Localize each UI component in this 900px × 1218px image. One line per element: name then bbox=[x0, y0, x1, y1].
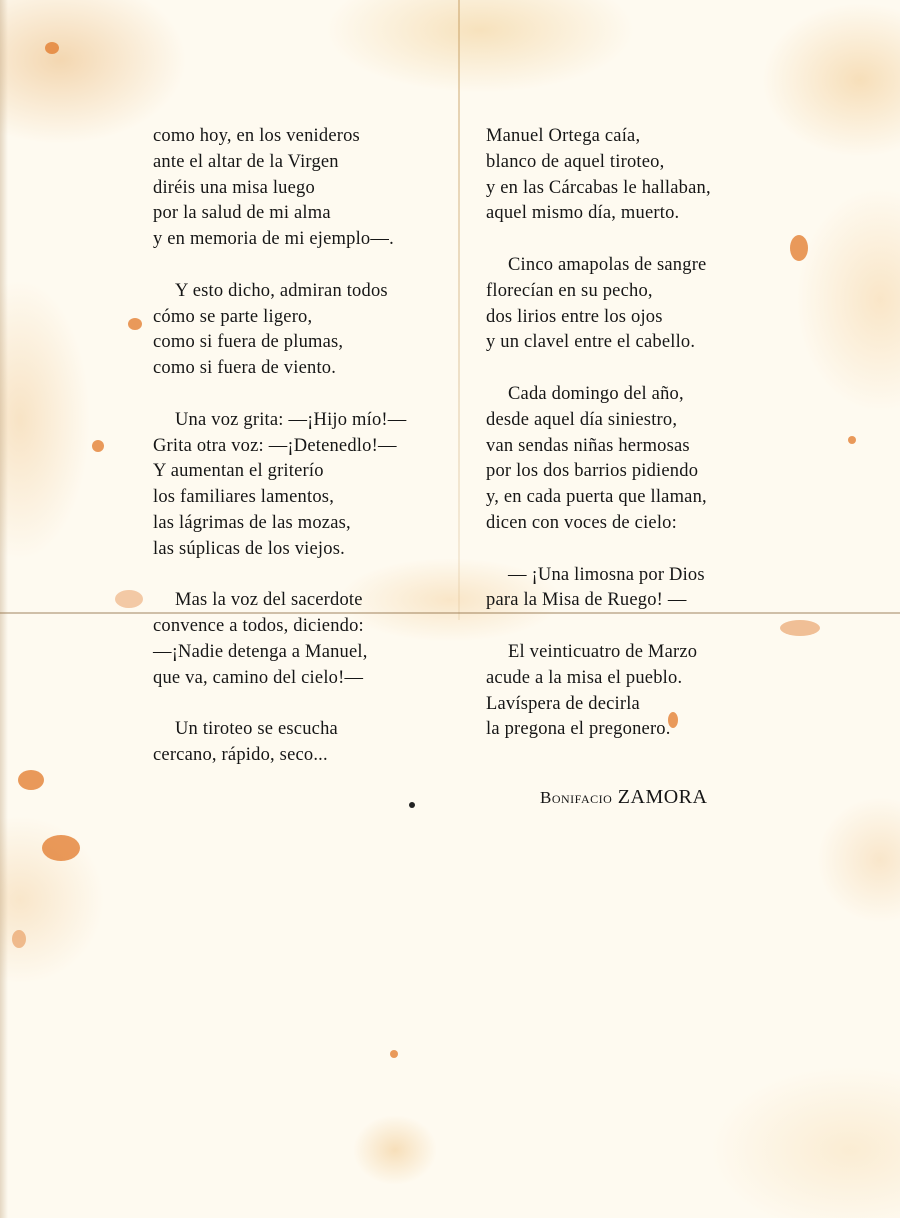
rust-stain bbox=[848, 436, 856, 444]
verse-line: aquel mismo día, muerto. bbox=[486, 203, 680, 224]
rust-stain bbox=[92, 440, 104, 452]
stanza bbox=[486, 563, 711, 615]
rust-stain bbox=[12, 930, 26, 948]
stanza bbox=[153, 124, 406, 253]
poem-left-column bbox=[153, 124, 406, 769]
paper-edge-shadow bbox=[0, 0, 8, 1218]
verse-line: como si fuera de viento. bbox=[153, 358, 337, 379]
verse-line: y en memoria de mi ejemplo—. bbox=[153, 229, 394, 250]
verse-line: El veinticuatro de Marzo bbox=[508, 641, 698, 662]
vertical-fold-crease bbox=[458, 0, 460, 620]
verse-line: Lavíspera de decirla bbox=[486, 693, 640, 714]
verse-line: — ¡Una limosna por Dios bbox=[508, 564, 705, 585]
verse-line: Manuel Ortega caía, bbox=[486, 126, 641, 146]
verse-line: cercano, rápido, seco... bbox=[153, 745, 328, 766]
verse-line: dicen con voces de cielo: bbox=[486, 512, 677, 533]
stanza bbox=[153, 279, 406, 382]
verse-line: Grita otra voz: —¡Detenedlo!— bbox=[153, 435, 397, 456]
author-first-name: Bonifacio bbox=[540, 788, 613, 807]
verse-line: dos lirios entre los ojos bbox=[486, 306, 663, 327]
rust-stain bbox=[390, 1050, 398, 1058]
verse-line: Y aumentan el griterío bbox=[153, 461, 324, 482]
stanza bbox=[486, 253, 711, 356]
verse-line: las lágrimas de las mozas, bbox=[153, 512, 351, 533]
verse-line: acude a la misa el pueblo. bbox=[486, 667, 683, 688]
verse-line: —¡Nadie detenga a Manuel, bbox=[153, 641, 368, 662]
verse-line: diréis una misa luego bbox=[153, 177, 315, 198]
stanza bbox=[153, 408, 406, 563]
rust-stain bbox=[18, 770, 44, 790]
rust-stain bbox=[780, 620, 820, 636]
verse-line: Un tiroteo se escucha bbox=[175, 719, 338, 740]
author-last-name: ZAMORA bbox=[617, 786, 708, 808]
verse-line: Cinco amapolas de sangre bbox=[508, 254, 707, 275]
ink-dot bbox=[409, 802, 415, 808]
verse-line: Cada domingo del año, bbox=[508, 383, 684, 404]
rust-stain bbox=[790, 235, 808, 261]
verse-line: las súplicas de los viejos. bbox=[153, 538, 345, 559]
stanza bbox=[153, 588, 406, 691]
verse-line: por la salud de mi alma bbox=[153, 203, 331, 224]
stanza bbox=[486, 124, 711, 227]
verse-line: cómo se parte ligero, bbox=[153, 306, 313, 327]
verse-line: la pregona el pregonero. bbox=[486, 719, 671, 740]
verse-line: que va, camino del cielo!— bbox=[153, 667, 364, 688]
verse-line: Mas la voz del sacerdote bbox=[175, 590, 363, 611]
stanza bbox=[486, 382, 711, 537]
rust-stain bbox=[45, 42, 59, 54]
verse-line: convence a todos, diciendo: bbox=[153, 616, 364, 637]
verse-line: y un clavel entre el cabello. bbox=[486, 332, 696, 353]
poem-right-column bbox=[486, 124, 711, 743]
rust-stain bbox=[42, 835, 80, 861]
verse-line: por los dos barrios pidiendo bbox=[486, 461, 699, 482]
verse-line: ante el altar de la Virgen bbox=[153, 151, 339, 172]
verse-line: florecían en su pecho, bbox=[486, 280, 653, 301]
stanza bbox=[486, 640, 711, 743]
verse-line: Y esto dicho, admiran todos bbox=[175, 280, 388, 301]
rust-stain bbox=[128, 318, 142, 330]
verse-line: para la Misa de Ruego! — bbox=[486, 590, 687, 611]
verse-line: y en las Cárcabas le hallaban, bbox=[486, 177, 711, 198]
verse-line: desde aquel día siniestro, bbox=[486, 409, 678, 430]
verse-line: como si fuera de plumas, bbox=[153, 332, 344, 353]
verse-line: blanco de aquel tiroteo, bbox=[486, 151, 665, 172]
verse-line: Una voz grita: —¡Hijo mío!— bbox=[175, 409, 407, 430]
rust-stain bbox=[115, 590, 143, 608]
verse-line: y, en cada puerta que llaman, bbox=[486, 487, 707, 508]
horizontal-fold-crease bbox=[0, 612, 900, 614]
stanza bbox=[153, 717, 406, 769]
verse-line: van sendas niñas hermosas bbox=[486, 435, 690, 456]
verse-line: como hoy, en los venideros bbox=[153, 126, 360, 146]
author-signature bbox=[540, 786, 707, 809]
verse-line: los familiares lamentos, bbox=[153, 487, 335, 508]
